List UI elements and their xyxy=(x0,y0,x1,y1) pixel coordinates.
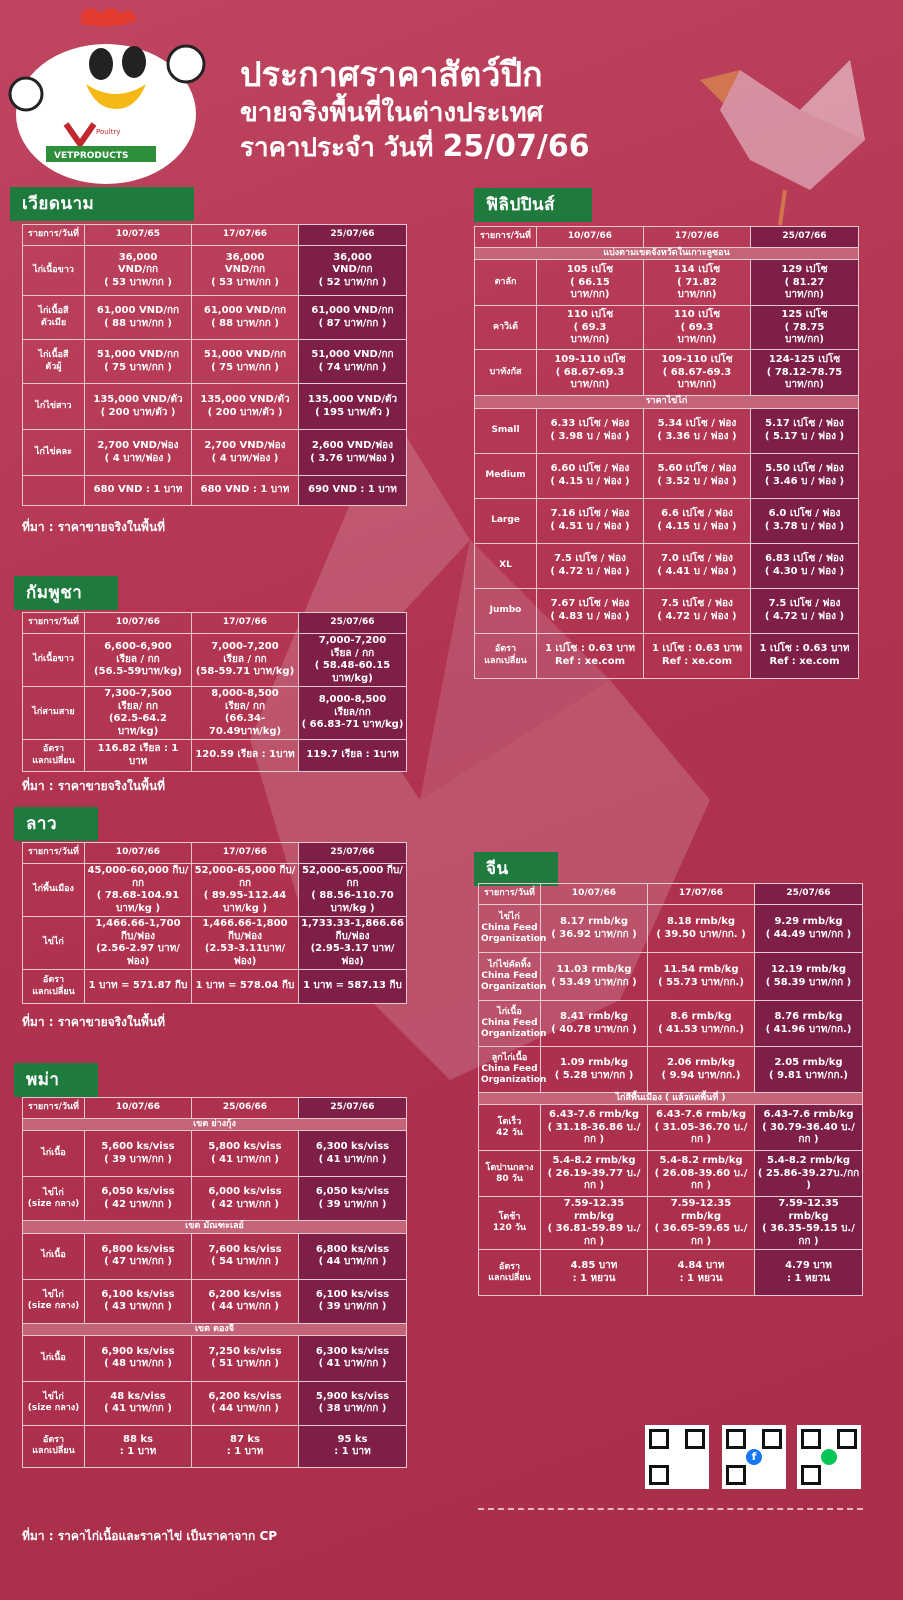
price-cell: 5,800 ks/viss ( 41 บาท/กก ) xyxy=(192,1131,299,1177)
price-cell: 6,000 ks/viss ( 42 บาท/กก ) xyxy=(192,1177,299,1221)
table-row xyxy=(23,296,407,340)
row-label: ไก่พื้นเมือง xyxy=(23,864,85,917)
row-label: ไก่เนื้อ China Feed Organization xyxy=(479,1001,541,1047)
header-cell: 25/07/66 xyxy=(755,884,863,905)
price-cell-current: 5,900 ks/viss ( 38 บาท/กก ) xyxy=(299,1381,407,1425)
price-cell: 6,900 ks/viss ( 48 บาท/กก ) xyxy=(85,1335,192,1381)
cambodia-source-note: ที่มา : ราคาขายจริงในพื้นที่ xyxy=(22,779,166,793)
price-cell-current: 129 เปโซ ( 81.27 บาท/กก) xyxy=(751,260,859,306)
row-label: อัตรา แลกเปลี่ยน xyxy=(475,633,537,678)
logo-poultry-text: Poultry xyxy=(96,128,121,136)
header-cell: 25/07/66 xyxy=(299,225,407,246)
page-title: ประกาศราคาสัตว์ปีก xyxy=(240,55,543,95)
price-cell: 6,050 ks/viss ( 42 บาท/กก ) xyxy=(85,1177,192,1221)
row-label: ไก่เนื้อ xyxy=(23,1335,85,1381)
price-cell: 7.59-12.35 rmb/kg ( 36.81-59.89 บ./กก ) xyxy=(541,1197,648,1250)
header-cell: 25/07/66 xyxy=(299,1098,407,1119)
price-cell: 5.4-8.2 rmb/kg ( 26.08-39.60 บ./กก ) xyxy=(648,1151,755,1197)
price-cell-current: 1 เปโซ : 0.63 บาท Ref : xe.com xyxy=(751,633,859,678)
table-row xyxy=(23,1425,407,1467)
china-price-table xyxy=(478,883,863,1296)
table-row xyxy=(23,1381,407,1425)
price-cell: 6,100 ks/viss ( 43 บาท/กก ) xyxy=(85,1279,192,1323)
row-label: ไข่ไก่ xyxy=(23,917,85,970)
table-row xyxy=(475,543,859,588)
price-cell-current: 6,050 ks/viss ( 39 บาท/กก ) xyxy=(299,1177,407,1221)
price-cell: 7,250 ks/viss ( 51 บาท/กก ) xyxy=(192,1335,299,1381)
price-cell: 8.41 rmb/kg ( 40.78 บาท/กก ) xyxy=(541,1001,648,1047)
subheader-row xyxy=(475,248,859,260)
header-cell: 17/07/66 xyxy=(192,613,299,634)
origami-chicken-top-right xyxy=(690,50,870,230)
price-cell: 116.82 เรียล : 1 บาท xyxy=(85,740,192,772)
header-cell: รายการ/วันที่ xyxy=(479,884,541,905)
table-row xyxy=(23,1177,407,1221)
price-cell: 105 เปโซ ( 66.15 บาท/กก) xyxy=(537,260,644,306)
subheader-egg: ราคาไข่ไก่ xyxy=(475,396,859,408)
subheader-row xyxy=(475,396,859,408)
cambodia-price-table xyxy=(22,612,407,772)
row-label: โตช้า 120 วัน xyxy=(479,1197,541,1250)
philippines-egg-rows xyxy=(475,408,859,678)
price-cell: 61,000 VND/กก ( 88 บาท/กก ) xyxy=(192,296,299,340)
row-label: คาวิเต้ xyxy=(475,306,537,350)
country-tag-laos: ลาว xyxy=(14,807,98,841)
table-row xyxy=(479,905,863,953)
row-label xyxy=(23,476,85,506)
qr-code-line[interactable] xyxy=(797,1425,861,1489)
price-cell: 7.16 เปโซ / ฟอง ( 4.51 บ / ฟอง ) xyxy=(537,498,644,543)
price-cell-current: 119.7 เรียล : 1บาท xyxy=(299,740,407,772)
price-cell-current: 5.50 เปโซ / ฟอง ( 3.46 บ / ฟอง ) xyxy=(751,453,859,498)
header-cell: 10/07/65 xyxy=(85,225,192,246)
price-cell: 6.33 เปโซ / ฟอง ( 3.98 บ / ฟอง ) xyxy=(537,408,644,453)
country-tag-china: จีน xyxy=(474,852,558,886)
price-cell: 114 เปโซ ( 71.82 บาท/กก) xyxy=(644,260,751,306)
table-row xyxy=(23,864,407,917)
price-cell: 8.18 rmb/kg ( 39.50 บาท/กก. ) xyxy=(648,905,755,953)
price-cell: 51,000 VND/กก ( 75 บาท/กก ) xyxy=(85,340,192,384)
price-cell-current: 5.4-8.2 rmb/kg ( 25.86-39.27บ./กก ) xyxy=(755,1151,863,1197)
price-cell: 6.6 เปโซ / ฟอง ( 4.15 บ / ฟอง ) xyxy=(644,498,751,543)
price-cell: 7,000-7,200 เรียล / กก (58-59.71 บาท/kg) xyxy=(192,634,299,687)
table-row xyxy=(23,384,407,430)
price-cell: 36,000 VND/กก ( 53 บาท/กก ) xyxy=(192,246,299,296)
row-label: โตเร็ว 42 วัน xyxy=(479,1105,541,1151)
date-prefix: ราคาประจำ วันที่ xyxy=(240,133,434,163)
price-cell: 1.09 rmb/kg ( 5.28 บาท/กก ) xyxy=(541,1047,648,1093)
price-cell-current: 52,000-65,000 กีบ/กก ( 88.56-110.70 บาท/kg ) xyxy=(299,864,407,917)
price-cell: 88 ks : 1 บาท xyxy=(85,1425,192,1467)
price-cell-current: 690 VND : 1 บาท xyxy=(299,476,407,506)
price-cell: 6,800 ks/viss ( 47 บาท/กก ) xyxy=(85,1233,192,1279)
price-cell: 110 เปโซ ( 69.3 บาท/กก) xyxy=(644,306,751,350)
price-cell-current: 36,000 VND/กก ( 52 บาท/กก ) xyxy=(299,246,407,296)
price-cell-current: 6.43-7.6 rmb/kg ( 30.79-36.40 บ./กก ) xyxy=(755,1105,863,1151)
price-cell-current: 4.79 บาท : 1 หยวน xyxy=(755,1250,863,1296)
price-cell: 5.34 เปโซ / ฟอง ( 3.36 บ / ฟอง ) xyxy=(644,408,751,453)
row-label: Small xyxy=(475,408,537,453)
price-cell-current: 1,733.33-1,866.66 กีบ/ฟอง (2.95-3.17 บาท/ฟอง) xyxy=(299,917,407,970)
price-cell: 1 บาท = 571.87 กีบ xyxy=(85,970,192,1004)
header-cell: 17/07/66 xyxy=(648,884,755,905)
price-cell: 4.85 บาท : 1 หยวน xyxy=(541,1250,648,1296)
price-cell: 5,600 ks/viss ( 39 บาท/กก ) xyxy=(85,1131,192,1177)
table-row xyxy=(479,1151,863,1197)
row-label: ไข่ไก่ (size กลาง) xyxy=(23,1381,85,1425)
header-cell: รายการ/วันที่ xyxy=(475,227,537,248)
header-cell: 25/07/66 xyxy=(751,227,859,248)
price-cell: 45,000-60,000 กีบ/กก ( 78.68-104.91 บาท/kg ) xyxy=(85,864,192,917)
header-cell: 25/06/66 xyxy=(192,1098,299,1119)
price-cell: 1 เปโซ : 0.63 บาท Ref : xe.com xyxy=(537,633,644,678)
price-cell-current: 6,300 ks/viss ( 41 บาท/กก ) xyxy=(299,1131,407,1177)
table-row xyxy=(479,1001,863,1047)
table-row xyxy=(475,498,859,543)
row-label: ไข่ไก่ (size กลาง) xyxy=(23,1279,85,1323)
header-cell: 17/07/66 xyxy=(192,843,299,864)
price-cell-current: 6,800 ks/viss ( 44 บาท/กก ) xyxy=(299,1233,407,1279)
row-label: โตปานกลาง 80 วัน xyxy=(479,1151,541,1197)
row-label: อัตรา แลกเปลี่ยน xyxy=(23,970,85,1004)
table-header-row xyxy=(475,227,859,248)
header-cell: 10/07/66 xyxy=(85,1098,192,1119)
table-row xyxy=(23,1279,407,1323)
table-row xyxy=(23,917,407,970)
row-label: ไก่เนื้อขาว xyxy=(23,246,85,296)
price-cell: 52,000-65,000 กีบ/กก ( 89.95-112.44 บาท/kg ) xyxy=(192,864,299,917)
philippines-meat-rows xyxy=(475,260,859,396)
header-cell: รายการ/วันที่ xyxy=(23,843,85,864)
price-cell-current: 2,600 VND/ฟอง ( 3.76 บาท/ฟอง ) xyxy=(299,430,407,476)
table-row xyxy=(23,740,407,772)
header-cell: 25/07/66 xyxy=(299,843,407,864)
price-cell: 6.43-7.6 rmb/kg ( 31.05-36.70 บ./กก ) xyxy=(648,1105,755,1151)
price-cell: 11.54 rmb/kg ( 55.73 บาท/กก.) xyxy=(648,953,755,1001)
table-row xyxy=(475,306,859,350)
header-cell: 25/07/66 xyxy=(299,613,407,634)
header-cell: 10/07/66 xyxy=(85,843,192,864)
price-cell: 2.06 rmb/kg ( 9.94 บาท/กก.) xyxy=(648,1047,755,1093)
footer-divider xyxy=(478,1508,863,1512)
price-cell-current: 51,000 VND/กก ( 74 บาท/กก ) xyxy=(299,340,407,384)
row-label: ตาลัก xyxy=(475,260,537,306)
header-cell: 17/07/66 xyxy=(644,227,751,248)
zone-label: เขต ย่างกุ้ง xyxy=(23,1119,407,1131)
price-cell: 2,700 VND/ฟอง ( 4 บาท/ฟอง ) xyxy=(192,430,299,476)
row-label: ไก่สามสาย xyxy=(23,687,85,740)
table-row xyxy=(479,1197,863,1250)
price-cell-current: 6,100 ks/viss ( 39 บาท/กก ) xyxy=(299,1279,407,1323)
row-label: ไก่ไข่สาว xyxy=(23,384,85,430)
price-cell: 5.4-8.2 rmb/kg ( 26.19-39.77 บ./กก ) xyxy=(541,1151,648,1197)
price-cell: 4.84 บาท : 1 หยวน xyxy=(648,1250,755,1296)
table-row xyxy=(475,408,859,453)
table-header-row xyxy=(23,613,407,634)
table-row xyxy=(23,1335,407,1381)
table-row xyxy=(23,476,407,506)
price-cell-current: 124-125 เปโซ ( 78.12-78.75 บาท/กก) xyxy=(751,350,859,396)
price-cell-current: 135,000 VND/ตัว ( 195 บาท/ตัว ) xyxy=(299,384,407,430)
row-label: อัตรา แลกเปลี่ยน xyxy=(479,1250,541,1296)
price-cell: 7,300-7,500 เรียล/ กก (62.5-64.2 บาท/kg) xyxy=(85,687,192,740)
table-row xyxy=(479,1105,863,1151)
price-cell-current: 2.05 rmb/kg ( 9.81 บาท/กก.) xyxy=(755,1047,863,1093)
price-cell-current: 95 ks : 1 บาท xyxy=(299,1425,407,1467)
cambodia-rows xyxy=(23,634,407,772)
myanmar-price-table xyxy=(22,1097,407,1468)
header-cell: 10/07/66 xyxy=(85,613,192,634)
line-icon xyxy=(821,1449,837,1465)
row-label: ไก่ไข่คัดทิ้ง China Feed Organization xyxy=(479,953,541,1001)
table-row xyxy=(23,970,407,1004)
price-cell: 6.60 เปโซ / ฟอง ( 4.15 บ / ฟอง ) xyxy=(537,453,644,498)
price-cell-current: 12.19 rmb/kg ( 58.39 บาท/กก ) xyxy=(755,953,863,1001)
price-cell: 6,600-6,900 เรียล / กก (56.5-59บาท/kg) xyxy=(85,634,192,687)
myanmar-rows xyxy=(23,1119,407,1468)
price-cell-current: 7.5 เปโซ / ฟอง ( 4.72 บ / ฟอง ) xyxy=(751,588,859,633)
zone-row xyxy=(23,1221,407,1233)
price-cell-current: 125 เปโซ ( 78.75 บาท/กก) xyxy=(751,306,859,350)
price-cell: 109-110 เปโซ ( 68.67-69.3 บาท/กก) xyxy=(537,350,644,396)
price-cell-current: 6.0 เปโซ / ฟอง ( 3.78 บ / ฟอง ) xyxy=(751,498,859,543)
row-label: Large xyxy=(475,498,537,543)
myanmar-source-note: ที่มา : ราคาไก่เนื้อและราคาไข่ เป็นราคาจาก CP xyxy=(22,1529,278,1543)
china-rows xyxy=(479,905,863,1093)
price-cell-current: 5.17 เปโซ / ฟอง ( 5.17 บ / ฟอง ) xyxy=(751,408,859,453)
row-label: ไก่เนื้อ xyxy=(23,1233,85,1279)
philippines-price-table xyxy=(474,226,859,679)
vietnam-rows xyxy=(23,246,407,506)
price-cell: 61,000 VND/กก ( 88 บาท/กก ) xyxy=(85,296,192,340)
price-cell: 1 เปโซ : 0.63 บาท Ref : xe.com xyxy=(644,633,751,678)
announcement-header xyxy=(240,55,590,164)
date-line xyxy=(240,129,590,164)
row-label: ไข่ไก่ (size กลาง) xyxy=(23,1177,85,1221)
country-tag-vietnam: เวียดนาม xyxy=(10,187,194,221)
laos-price-table xyxy=(22,842,407,1004)
price-cell-current: 61,000 VND/กก ( 87 บาท/กก ) xyxy=(299,296,407,340)
table-row xyxy=(23,246,407,296)
row-label: บาทังกัส xyxy=(475,350,537,396)
header-cell: 17/07/66 xyxy=(192,225,299,246)
price-cell: 7.0 เปโซ / ฟอง ( 4.41 บ / ฟอง ) xyxy=(644,543,751,588)
price-cell-current: 8,000-8,500 เรียล/กก ( 66.83-71 บาท/kg) xyxy=(299,687,407,740)
subheader-luzon: แบ่งตามเขตจังหวัดในเกาะลูซอน xyxy=(475,248,859,260)
table-row xyxy=(475,633,859,678)
row-label: ไก่ไข่คละ xyxy=(23,430,85,476)
price-cell: 135,000 VND/ตัว ( 200 บาท/ตัว ) xyxy=(192,384,299,430)
price-cell: 8.17 rmb/kg ( 36.92 บาท/กก ) xyxy=(541,905,648,953)
header-cell: รายการ/วันที่ xyxy=(23,1098,85,1119)
header-cell: 10/07/66 xyxy=(537,227,644,248)
table-row xyxy=(23,340,407,384)
row-label: อัตรา แลกเปลี่ยน xyxy=(23,740,85,772)
price-cell: 110 เปโซ ( 69.3 บาท/กก) xyxy=(537,306,644,350)
price-cell: 8,000-8,500 เรียล/ กก (66.34-70.49บาท/kg) xyxy=(192,687,299,740)
price-cell-current: 7.59-12.35 rmb/kg ( 36.35-59.15 บ./กก ) xyxy=(755,1197,863,1250)
laos-rows xyxy=(23,864,407,1004)
price-cell: 87 ks : 1 บาท xyxy=(192,1425,299,1467)
header-cell: รายการ/วันที่ xyxy=(23,613,85,634)
price-cell: 51,000 VND/กก ( 75 บาท/กก ) xyxy=(192,340,299,384)
price-cell: 6.43-7.6 rmb/kg ( 31.18-36.86 บ./กก ) xyxy=(541,1105,648,1151)
table-row xyxy=(479,1047,863,1093)
table-row xyxy=(23,687,407,740)
table-row xyxy=(479,953,863,1001)
price-cell: 8.6 rmb/kg ( 41.53 บาท/กก.) xyxy=(648,1001,755,1047)
table-row xyxy=(479,1250,863,1296)
country-tag-cambodia: กัมพูชา xyxy=(14,576,118,610)
zone-label: เขต มัณฑะเลย์ xyxy=(23,1221,407,1233)
price-cell: 1,466.66-1,700 กีบ/ฟอง (2.56-2.97 บาท/ฟอง) xyxy=(85,917,192,970)
qr-code-website[interactable] xyxy=(645,1425,709,1489)
country-tag-philippines: ฟิลิปปินส์ xyxy=(474,188,592,222)
chicken-mascot-logo xyxy=(6,4,216,184)
price-cell-current: 6,300 ks/viss ( 41 บาท/กก ) xyxy=(299,1335,407,1381)
table-header-row xyxy=(479,884,863,905)
price-cell: 6,200 ks/viss ( 44 บาท/กก ) xyxy=(192,1279,299,1323)
zone-row xyxy=(23,1119,407,1131)
table-row xyxy=(23,430,407,476)
zone-row xyxy=(23,1323,407,1335)
row-label: ไก่เนื้อสี ตัวผู้ xyxy=(23,340,85,384)
price-cell: 36,000 VND/กก ( 53 บาท/กก ) xyxy=(85,246,192,296)
facebook-icon: f xyxy=(746,1449,762,1465)
price-cell: 1,466.66-1,800 กีบ/ฟอง (2.53-3.11บาท/ฟอง) xyxy=(192,917,299,970)
price-cell-current: 6.83 เปโซ / ฟอง ( 4.30 บ / ฟอง ) xyxy=(751,543,859,588)
page-subtitle: ขายจริงพื้นที่ในต่างประเทศ xyxy=(240,98,544,128)
row-label: Jumbo xyxy=(475,588,537,633)
price-cell: 7.59-12.35 rmb/kg ( 36.65-59.65 บ./กก ) xyxy=(648,1197,755,1250)
header-cell: รายการ/วันที่ xyxy=(23,225,85,246)
row-label: XL xyxy=(475,543,537,588)
table-header-row xyxy=(23,225,407,246)
table-row xyxy=(475,350,859,396)
price-cell: 7.5 เปโซ / ฟอง ( 4.72 บ / ฟอง ) xyxy=(537,543,644,588)
price-cell: 680 VND : 1 บาท xyxy=(85,476,192,506)
laos-source-note: ที่มา : ราคาขายจริงในพื้นที่ xyxy=(22,1015,166,1029)
price-cell: 7.5 เปโซ / ฟอง ( 4.72 บ / ฟอง ) xyxy=(644,588,751,633)
subheader-row xyxy=(479,1093,863,1105)
china-native-rows xyxy=(479,1105,863,1296)
logo-brand-text: VETPRODUCTS xyxy=(54,151,129,161)
row-label: ไก่เนื้อสี ตัวเมีย xyxy=(23,296,85,340)
table-header-row xyxy=(23,843,407,864)
price-cell: 109-110 เปโซ ( 68.67-69.3 บาท/กก) xyxy=(644,350,751,396)
qr-code-facebook[interactable] xyxy=(722,1425,786,1489)
zone-label: เขต ตองจี xyxy=(23,1323,407,1335)
price-cell-current: 8.76 rmb/kg ( 41.96 บาท/กก.) xyxy=(755,1001,863,1047)
price-cell-current: 1 บาท = 587.13 กีบ xyxy=(299,970,407,1004)
price-cell-current: 9.29 rmb/kg ( 44.49 บาท/กก ) xyxy=(755,905,863,953)
row-label: ไก่เนื้อขาว xyxy=(23,634,85,687)
table-row xyxy=(475,588,859,633)
price-cell: 7,600 ks/viss ( 54 บาท/กก ) xyxy=(192,1233,299,1279)
price-cell: 5.60 เปโซ / ฟอง ( 3.52 บ / ฟอง ) xyxy=(644,453,751,498)
country-tag-myanmar: พม่า xyxy=(14,1063,98,1097)
row-label: อัตรา แลกเปลี่ยน xyxy=(23,1425,85,1467)
table-header-row xyxy=(23,1098,407,1119)
price-cell: 48 ks/viss ( 41 บาท/กก ) xyxy=(85,1381,192,1425)
header-cell: 10/07/66 xyxy=(541,884,648,905)
price-cell: 135,000 VND/ตัว ( 200 บาท/ตัว ) xyxy=(85,384,192,430)
date-value: 25/07/66 xyxy=(442,129,590,164)
price-cell: 7.67 เปโซ / ฟอง ( 4.83 บ / ฟอง ) xyxy=(537,588,644,633)
price-cell-current: 7,000-7,200 เรียล / กก ( 58.48-60.15 บาท/kg) xyxy=(299,634,407,687)
row-label: Medium xyxy=(475,453,537,498)
row-label: ไข่ไก่ China Feed Organization xyxy=(479,905,541,953)
subheader-native-chicken: ไก่สีพื้นเมือง ( แล้วแต่พื้นที่ ) xyxy=(479,1093,863,1105)
price-cell: 120.59 เรียล : 1บาท xyxy=(192,740,299,772)
row-label: ลูกไก่เนื้อ China Feed Organization xyxy=(479,1047,541,1093)
row-label: ไก่เนื้อ xyxy=(23,1131,85,1177)
price-cell: 6,200 ks/viss ( 44 บาท/กก ) xyxy=(192,1381,299,1425)
price-cell: 11.03 rmb/kg ( 53.49 บาท/กก ) xyxy=(541,953,648,1001)
table-row xyxy=(475,453,859,498)
table-row xyxy=(475,260,859,306)
table-row xyxy=(23,1233,407,1279)
price-cell: 2,700 VND/ฟอง ( 4 บาท/ฟอง ) xyxy=(85,430,192,476)
price-cell: 680 VND : 1 บาท xyxy=(192,476,299,506)
price-cell: 1 บาท = 578.04 กีบ xyxy=(192,970,299,1004)
table-row xyxy=(23,1131,407,1177)
vietnam-source-note: ที่มา : ราคาขายจริงในพื้นที่ xyxy=(22,520,166,534)
table-row xyxy=(23,634,407,687)
vietnam-price-table xyxy=(22,224,407,506)
